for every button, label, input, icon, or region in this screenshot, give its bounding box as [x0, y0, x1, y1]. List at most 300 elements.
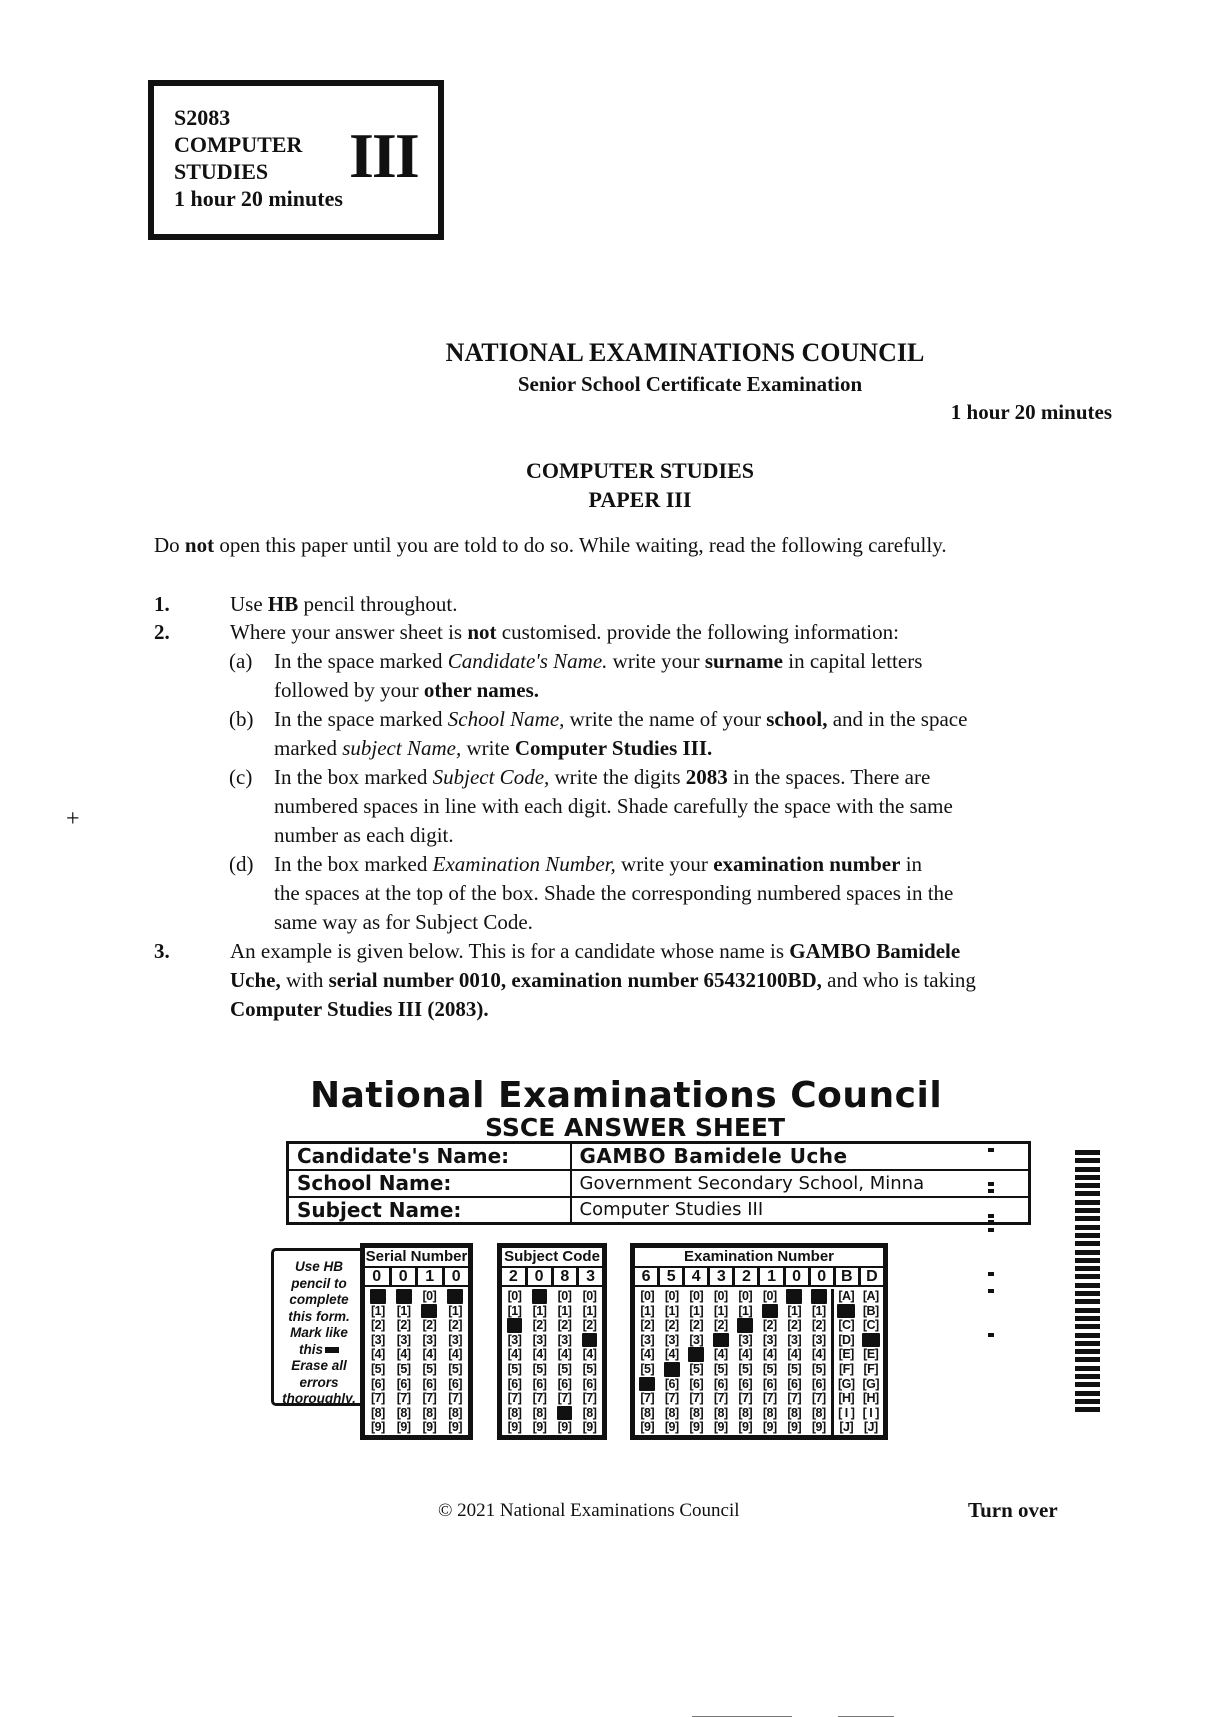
timing-bar	[1075, 1407, 1100, 1412]
bubble[interactable]: [7]	[557, 1391, 572, 1406]
shaded-bubble[interactable]: [2]	[738, 1318, 753, 1333]
bubble[interactable]: [9]	[689, 1420, 704, 1435]
bubble[interactable]: [9]	[507, 1420, 522, 1435]
bubble[interactable]: [9]	[738, 1420, 753, 1435]
bubble-column	[758, 1289, 783, 1435]
bubble[interactable]: [7]	[640, 1391, 655, 1406]
bubble[interactable]: [5]	[713, 1361, 728, 1376]
bubble[interactable]: [3]	[396, 1332, 411, 1347]
shaded-bubble[interactable]: [1]	[762, 1303, 777, 1318]
bubble[interactable]: [0]	[689, 1289, 704, 1303]
bubble-column	[442, 1289, 468, 1435]
bubble[interactable]: [ I ]	[838, 1405, 855, 1420]
bubble[interactable]: [7]	[713, 1391, 728, 1406]
bubble[interactable]: [9]	[640, 1420, 655, 1435]
bubble[interactable]: [G]	[862, 1376, 880, 1391]
bubble-column	[391, 1289, 417, 1435]
written-digit[interactable]: 4	[685, 1268, 707, 1285]
bubble[interactable]: [F]	[839, 1361, 854, 1376]
hint-text: this	[298, 1341, 323, 1357]
bold-text: school,	[766, 707, 828, 731]
bubble[interactable]: [0]	[557, 1289, 572, 1303]
bubble[interactable]: [7]	[422, 1391, 437, 1406]
timing-bar	[1075, 1266, 1100, 1271]
bubble[interactable]: [6]	[713, 1376, 728, 1391]
bubble[interactable]: [1]	[664, 1303, 679, 1318]
sub-label: (b)	[229, 707, 254, 731]
bubble[interactable]: [5]	[640, 1361, 655, 1376]
bubble[interactable]: [2]	[787, 1318, 802, 1333]
bubble[interactable]: [7]	[370, 1391, 385, 1406]
bubble[interactable]: [5]	[507, 1361, 522, 1376]
bubble[interactable]: [4]	[448, 1347, 463, 1362]
written-digit[interactable]: 0	[365, 1268, 389, 1285]
bubble[interactable]: [8]	[422, 1405, 437, 1420]
duration: 1 hour 20 minutes	[174, 186, 343, 211]
hint-line: Mark like	[290, 1325, 348, 1340]
sub-label: (c)	[229, 765, 253, 789]
bubble[interactable]: [0]	[762, 1289, 777, 1303]
bubble[interactable]: [ I ]	[862, 1405, 879, 1420]
timing-bar	[1075, 1299, 1100, 1304]
bubble[interactable]: [5]	[738, 1361, 753, 1376]
bubble[interactable]: [2]	[713, 1318, 728, 1333]
bubble[interactable]: [9]	[448, 1420, 463, 1435]
bubble[interactable]: [5]	[422, 1361, 437, 1376]
bubble[interactable]: [1]	[370, 1303, 385, 1318]
paper-code: S2083	[174, 105, 231, 130]
bubble[interactable]: [8]	[738, 1405, 753, 1420]
bubble[interactable]: [6]	[532, 1376, 547, 1391]
shaded-bubble[interactable]: [3]	[582, 1332, 597, 1347]
sub-line	[274, 647, 922, 676]
bubble[interactable]: [5]	[532, 1361, 547, 1376]
bubble[interactable]: [8]	[762, 1405, 777, 1420]
bubble[interactable]: [2]	[532, 1318, 547, 1333]
serial-number-grid	[360, 1243, 473, 1440]
text: marked	[274, 736, 343, 760]
bubble[interactable]: [4]	[557, 1347, 572, 1362]
subject-line-2: STUDIES	[174, 159, 269, 184]
bubble[interactable]: [3]	[738, 1332, 753, 1347]
written-digit[interactable]: 8	[554, 1268, 577, 1285]
bubble[interactable]: [1]	[787, 1303, 802, 1318]
timing-bar	[1075, 1150, 1100, 1155]
written-digit[interactable]: D	[861, 1268, 883, 1285]
bubble[interactable]: [1]	[713, 1303, 728, 1318]
bubble[interactable]: [4]	[532, 1347, 547, 1362]
bubble[interactable]: [5]	[582, 1361, 597, 1376]
bubble[interactable]: [4]	[640, 1347, 655, 1362]
bubble[interactable]: [3]	[811, 1332, 826, 1347]
hint-line: complete	[289, 1292, 349, 1307]
bubble[interactable]: [4]	[787, 1347, 802, 1362]
bubble[interactable]: [6]	[762, 1376, 777, 1391]
bubble[interactable]: [J]	[863, 1420, 878, 1435]
timing-bar	[1075, 1167, 1100, 1172]
written-digit[interactable]: 0	[528, 1268, 551, 1285]
bubble[interactable]: [9]	[557, 1420, 572, 1435]
bubble[interactable]: [8]	[787, 1405, 802, 1420]
bubble[interactable]: [8]	[689, 1405, 704, 1420]
instruction-text	[230, 966, 976, 995]
exam-title: Senior School Certificate Examination	[517, 372, 863, 396]
grid-header: Serial Number	[365, 1248, 468, 1265]
bubble[interactable]: [7]	[507, 1391, 522, 1406]
bold-text: Computer Studies III.	[514, 736, 713, 760]
bubble[interactable]: [1]	[557, 1303, 572, 1318]
sub-line: same way as for Subject Code.	[274, 910, 533, 934]
bubble[interactable]: [5]	[762, 1361, 777, 1376]
instruction-text	[230, 995, 489, 1024]
bubble[interactable]: [8]	[713, 1405, 728, 1420]
timing-bar	[1075, 1308, 1100, 1313]
bubble-column	[635, 1289, 660, 1435]
timing-dot	[988, 1272, 994, 1276]
text: An example is given below. This is for a candidate whose name is	[230, 939, 790, 963]
bubble[interactable]: [5]	[396, 1361, 411, 1376]
bubble[interactable]: [9]	[811, 1420, 826, 1435]
bubble[interactable]: [2]	[689, 1318, 704, 1333]
bubble[interactable]: [6]	[689, 1376, 704, 1391]
shaded-bubble[interactable]: [3]	[713, 1332, 728, 1347]
timing-bar	[1075, 1324, 1100, 1329]
bubble[interactable]: [H]	[862, 1391, 879, 1406]
sub-label: (d)	[229, 852, 254, 876]
written-digit[interactable]: 2	[502, 1268, 525, 1285]
shaded-bubble[interactable]: [6]	[640, 1376, 655, 1391]
text: write your	[607, 649, 705, 673]
bubble[interactable]: [1]	[689, 1303, 704, 1318]
bubble[interactable]: [9]	[532, 1420, 547, 1435]
bubble[interactable]: [6]	[557, 1376, 572, 1391]
bubble[interactable]: [7]	[738, 1391, 753, 1406]
bubble[interactable]: [7]	[762, 1391, 777, 1406]
bold-text: other names.	[423, 678, 540, 702]
bubble[interactable]: [7]	[582, 1391, 597, 1406]
bubble[interactable]: [8]	[507, 1405, 522, 1420]
bubble[interactable]: [6]	[811, 1376, 826, 1391]
bubble[interactable]: [1]	[532, 1303, 547, 1318]
duration-right: 1 hour 20 minutes	[950, 400, 1112, 424]
shaded-bubble[interactable]: [0]	[396, 1289, 411, 1303]
written-digit[interactable]: 3	[579, 1268, 602, 1285]
bubble-columns	[365, 1287, 468, 1435]
bubble[interactable]: [5]	[448, 1361, 463, 1376]
bubble[interactable]: [8]	[811, 1405, 826, 1420]
written-digit[interactable]: 0	[445, 1268, 469, 1285]
bubble[interactable]: [J]	[839, 1420, 854, 1435]
text: and who is taking	[821, 968, 976, 992]
bubble[interactable]: [7]	[448, 1391, 463, 1406]
text: write the digits	[549, 765, 686, 789]
bubble[interactable]: [4]	[396, 1347, 411, 1362]
shaded-bubble[interactable]: [D]	[862, 1332, 879, 1347]
bubble[interactable]: [4]	[811, 1347, 826, 1362]
written-digit[interactable]: 2	[735, 1268, 757, 1285]
bubble[interactable]: [1]	[582, 1303, 597, 1318]
bubble[interactable]: [H]	[838, 1391, 855, 1406]
bubble[interactable]: [9]	[582, 1420, 597, 1435]
bubble[interactable]: [6]	[582, 1376, 597, 1391]
bubble[interactable]: [2]	[557, 1318, 572, 1333]
bubble[interactable]: [0]	[507, 1289, 522, 1303]
shaded-bubble[interactable]: [4]	[689, 1347, 704, 1362]
written-digit[interactable]: 1	[418, 1268, 442, 1285]
bold-text: Uche,	[230, 968, 281, 992]
bubble[interactable]: [0]	[664, 1289, 679, 1303]
bubble[interactable]: [7]	[396, 1391, 411, 1406]
timing-bar	[1075, 1200, 1100, 1205]
bubble[interactable]: [3]	[689, 1332, 704, 1347]
bubble[interactable]: [7]	[532, 1391, 547, 1406]
shaded-bubble[interactable]: [0]	[811, 1289, 826, 1303]
bubble[interactable]: [9]	[713, 1420, 728, 1435]
written-digit[interactable]: 0	[392, 1268, 416, 1285]
bubble[interactable]: [B]	[862, 1303, 879, 1318]
bubble[interactable]: [9]	[422, 1420, 437, 1435]
bubble[interactable]: [2]	[762, 1318, 777, 1333]
italic-text: School Name,	[447, 707, 565, 731]
bubble[interactable]: [8]	[664, 1405, 679, 1420]
bubble[interactable]: [1]	[811, 1303, 826, 1318]
shaded-bubble[interactable]: [0]	[787, 1289, 802, 1303]
bubble[interactable]: [6]	[422, 1376, 437, 1391]
timing-bar	[1075, 1175, 1100, 1180]
timing-bar	[1075, 1183, 1100, 1188]
shaded-bubble[interactable]: [0]	[448, 1289, 463, 1303]
bold-text: examination number	[713, 852, 901, 876]
bubble[interactable]: [8]	[396, 1405, 411, 1420]
intro-bold: not	[184, 533, 215, 557]
shaded-bubble[interactable]: [2]	[507, 1318, 522, 1333]
bubble[interactable]: [2]	[370, 1318, 385, 1333]
bubble[interactable]: [2]	[664, 1318, 679, 1333]
written-digit[interactable]: 0	[786, 1268, 808, 1285]
bubble[interactable]: [6]	[507, 1376, 522, 1391]
bubble[interactable]: [2]	[396, 1318, 411, 1333]
bubble-column	[660, 1289, 685, 1435]
shaded-bubble[interactable]: [1]	[422, 1303, 437, 1318]
bubble[interactable]: [3]	[640, 1332, 655, 1347]
sub-line	[274, 850, 922, 879]
bubble[interactable]: [3]	[448, 1332, 463, 1347]
bubble[interactable]: [0]	[422, 1289, 437, 1303]
text: In the space marked	[274, 649, 448, 673]
bubble[interactable]: [1]	[640, 1303, 655, 1318]
subject-title: COMPUTER STUDIES	[526, 458, 754, 483]
instruction-number: 2.	[154, 620, 170, 644]
text: customised. provide the following information:	[496, 620, 899, 644]
bubble[interactable]: [4]	[713, 1347, 728, 1362]
bubble[interactable]: [0]	[713, 1289, 728, 1303]
bubble[interactable]: [0]	[738, 1289, 753, 1303]
timing-bar	[1075, 1382, 1100, 1387]
timing-bar	[1075, 1225, 1100, 1230]
bubble[interactable]: [9]	[787, 1420, 802, 1435]
bubble-column	[502, 1289, 527, 1435]
instruction-number: 3.	[154, 939, 170, 963]
timing-bar	[1075, 1216, 1100, 1221]
bubble[interactable]: [9]	[396, 1420, 411, 1435]
written-digits-row	[365, 1268, 468, 1285]
bubble[interactable]: [0]	[640, 1289, 655, 1303]
sub-line: the spaces at the top of the box. Shade the corresponding numbered spaces in the	[274, 881, 954, 905]
bubble-column	[684, 1289, 709, 1435]
bubble[interactable]: [9]	[762, 1420, 777, 1435]
text: In the space marked	[274, 707, 448, 731]
paper-roman-numeral: III	[349, 120, 418, 191]
copyright: © 2021 National Examinations Council	[438, 1500, 740, 1521]
bubble-column	[831, 1289, 859, 1435]
hint-line: Use HB	[294, 1259, 343, 1274]
timing-dot	[988, 1220, 994, 1224]
bubble[interactable]: [8]	[582, 1405, 597, 1420]
intro-post: open this paper until you are told to do so. While waiting, read the following carefully.	[214, 533, 947, 557]
bubble[interactable]: [2]	[582, 1318, 597, 1333]
bubble[interactable]: [D]	[838, 1332, 855, 1347]
bubble[interactable]: [3]	[532, 1332, 547, 1347]
bold-text: 2083	[685, 765, 728, 789]
subject-code-grid	[497, 1243, 607, 1440]
bubble[interactable]: [6]	[396, 1376, 411, 1391]
bubble[interactable]: [E]	[863, 1347, 879, 1362]
bubble[interactable]: [6]	[448, 1376, 463, 1391]
candidate-name-row	[288, 1143, 1030, 1170]
timing-bar	[1075, 1250, 1100, 1255]
bubble[interactable]: [5]	[557, 1361, 572, 1376]
council-title: NATIONAL EXAMINATIONS COUNCIL	[445, 338, 925, 367]
bubble[interactable]: [1]	[738, 1303, 753, 1318]
bubble[interactable]: [3]	[762, 1332, 777, 1347]
bubble[interactable]: [E]	[838, 1347, 854, 1362]
shaded-bubble[interactable]: [B]	[838, 1303, 855, 1318]
bubble-column	[733, 1289, 758, 1435]
text: In the box marked	[274, 852, 433, 876]
bubble[interactable]: [7]	[787, 1391, 802, 1406]
bubble[interactable]: [3]	[370, 1332, 385, 1347]
bubble[interactable]: [3]	[422, 1332, 437, 1347]
written-digit[interactable]: 6	[635, 1268, 657, 1285]
bubble[interactable]: [5]	[370, 1361, 385, 1376]
bubble[interactable]: [4]	[582, 1347, 597, 1362]
margin-cross-mark: +	[66, 806, 80, 832]
bubble[interactable]: [1]	[448, 1303, 463, 1318]
bubble[interactable]: [1]	[396, 1303, 411, 1318]
written-digit[interactable]: 1	[760, 1268, 782, 1285]
bubble[interactable]: [5]	[689, 1361, 704, 1376]
bubble[interactable]: [3]	[787, 1332, 802, 1347]
field-label: School Name:	[288, 1170, 571, 1197]
bubble[interactable]: [4]	[507, 1347, 522, 1362]
shaded-bubble[interactable]: [5]	[664, 1361, 679, 1376]
text: in capital letters	[783, 649, 923, 673]
bubble[interactable]: [2]	[422, 1318, 437, 1333]
bubble[interactable]: [3]	[557, 1332, 572, 1347]
bold-text: not	[467, 620, 497, 644]
text: followed by your	[274, 678, 424, 702]
text: and in the space	[827, 707, 968, 731]
timing-bar	[1075, 1291, 1100, 1296]
shaded-bubble[interactable]: [0]	[532, 1289, 547, 1303]
bubble[interactable]: [8]	[532, 1405, 547, 1420]
bubble[interactable]: [2]	[640, 1318, 655, 1333]
bubble[interactable]: [C]	[862, 1318, 879, 1333]
bubble[interactable]: [7]	[689, 1391, 704, 1406]
written-digit[interactable]: 3	[710, 1268, 732, 1285]
bubble[interactable]: [9]	[664, 1420, 679, 1435]
bubble[interactable]: [6]	[664, 1376, 679, 1391]
written-digit[interactable]: B	[836, 1268, 858, 1285]
bubble[interactable]: [8]	[640, 1405, 655, 1420]
bubble-columns	[502, 1287, 602, 1435]
timing-bars	[1075, 1150, 1101, 1416]
bubble[interactable]: [4]	[422, 1347, 437, 1362]
timing-bar	[1075, 1391, 1100, 1396]
bubble[interactable]: [G]	[837, 1376, 855, 1391]
timing-bar	[1075, 1158, 1100, 1163]
bubble[interactable]: [1]	[507, 1303, 522, 1318]
field-label: Subject Name:	[288, 1197, 571, 1224]
subject-name-row	[288, 1197, 1030, 1224]
bubble[interactable]: [4]	[738, 1347, 753, 1362]
written-digit[interactable]: 5	[660, 1268, 682, 1285]
timing-bar	[1075, 1374, 1100, 1379]
bubble[interactable]: [C]	[838, 1318, 855, 1333]
written-digit[interactable]: 0	[811, 1268, 833, 1285]
bubble[interactable]: [F]	[863, 1361, 878, 1376]
bubble-column	[527, 1289, 552, 1435]
bubble[interactable]: [7]	[811, 1391, 826, 1406]
text: Where your answer sheet is	[230, 620, 468, 644]
bubble-column	[782, 1289, 807, 1435]
timing-bar	[1075, 1233, 1100, 1238]
bubble[interactable]: [6]	[787, 1376, 802, 1391]
bubble[interactable]: [6]	[370, 1376, 385, 1391]
sub-label: (a)	[229, 649, 253, 673]
timing-dot	[988, 1289, 994, 1293]
candidate-name-value: GAMBO Bamidele Uche	[571, 1143, 1030, 1170]
bubble[interactable]: [4]	[762, 1347, 777, 1362]
bubble[interactable]: [9]	[370, 1420, 385, 1435]
shaded-bubble[interactable]: [8]	[557, 1405, 572, 1420]
bubble[interactable]: [5]	[811, 1361, 826, 1376]
timing-bar	[1075, 1258, 1100, 1263]
bubble[interactable]: [A]	[862, 1289, 879, 1303]
text: pencil throughout.	[298, 592, 458, 616]
bubble[interactable]: [6]	[738, 1376, 753, 1391]
bubble[interactable]: [0]	[582, 1289, 597, 1303]
bubble[interactable]: [8]	[448, 1405, 463, 1420]
bubble[interactable]: [3]	[507, 1332, 522, 1347]
turn-over: Turn over	[968, 1498, 1058, 1522]
bubble[interactable]: [5]	[787, 1361, 802, 1376]
bubble[interactable]: [2]	[448, 1318, 463, 1333]
hint-line: this form.	[288, 1308, 350, 1324]
shaded-bubble[interactable]: [0]	[370, 1289, 385, 1303]
subject-name-value: Computer Studies III	[571, 1197, 1030, 1224]
filled-mark-icon	[325, 1347, 339, 1353]
bubble[interactable]: [3]	[664, 1332, 679, 1347]
bold-text: Computer Studies III (2083).	[230, 997, 489, 1021]
bubble-columns	[635, 1287, 883, 1435]
bubble[interactable]: [8]	[370, 1405, 385, 1420]
bubble[interactable]: [2]	[811, 1318, 826, 1333]
bubble[interactable]: [7]	[664, 1391, 679, 1406]
bubble[interactable]: [4]	[370, 1347, 385, 1362]
bubble[interactable]: [A]	[838, 1289, 855, 1303]
bubble[interactable]: [4]	[664, 1347, 679, 1362]
